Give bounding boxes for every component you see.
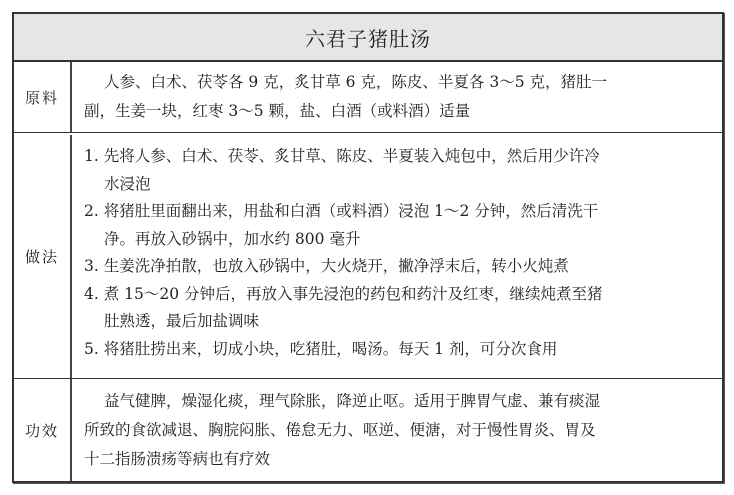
effect-label: 功效 bbox=[14, 379, 72, 481]
ingredients-line: 人参、白术、茯苓各 9 克，炙甘草 6 克，陈皮、半夏各 3～5 克，猪肚一 bbox=[104, 73, 608, 91]
step-line: 3. 生姜洗净拍散，也放入砂锅中，大火烧开，撇净浮末后，转小火炖煮 bbox=[84, 257, 569, 275]
method-content bbox=[72, 135, 722, 378]
effect-line: 益气健脾，燥湿化痰，理气除胀，降逆止呕。适用于脾胃气虚、兼有痰湿 bbox=[104, 392, 601, 410]
method-row bbox=[14, 133, 722, 379]
step-line: 1. 先将人参、白术、茯苓、炙甘草、陈皮、半夏装入炖包中，然后用少许冷 bbox=[84, 147, 600, 165]
recipe-title: 六君子猪肚汤 bbox=[14, 14, 722, 62]
method-step-5 bbox=[84, 336, 722, 364]
step-line: 5. 将猪肚捞出来，切成小块，吃猪肚，喝汤。每天 1 剂，可分次食用 bbox=[84, 339, 558, 358]
step-line: 净。再放入砂锅中，加水约 800 毫升 bbox=[104, 229, 361, 248]
method-label: 做法 bbox=[14, 135, 72, 378]
method-step-4 bbox=[84, 281, 722, 336]
ingredients-row bbox=[14, 62, 722, 133]
method-step-1 bbox=[84, 143, 722, 198]
effect-line: 十二指肠溃疡等病也有疗效 bbox=[84, 450, 271, 468]
method-step-3 bbox=[84, 253, 722, 281]
effect-line: 所致的食欲减退、胸脘闷胀、倦怠无力、呕逆、便溏，对于慢性胃炎、胃及 bbox=[84, 421, 596, 439]
ingredients-label: 原料 bbox=[14, 62, 72, 132]
step-line: 2. 将猪肚里面翻出来，用盐和白酒（或料酒）浸泡 1～2 分钟，然后清洗干 bbox=[84, 202, 599, 220]
method-step-2 bbox=[84, 198, 722, 253]
ingredients-content bbox=[72, 62, 722, 132]
effect-content bbox=[72, 379, 722, 481]
step-line: 水浸泡 bbox=[104, 174, 151, 193]
effect-row bbox=[14, 379, 722, 481]
ingredients-line: 副，生姜一块，红枣 3～5 颗，盐、白酒（或料酒）适量 bbox=[84, 102, 471, 120]
recipe-table bbox=[12, 12, 724, 483]
step-line: 肚熟透，最后加盐调味 bbox=[104, 312, 260, 330]
step-line: 4. 煮 15～20 分钟后，再放入事先浸泡的药包和药汁及红枣，继续炖煮至猪 bbox=[84, 284, 603, 303]
